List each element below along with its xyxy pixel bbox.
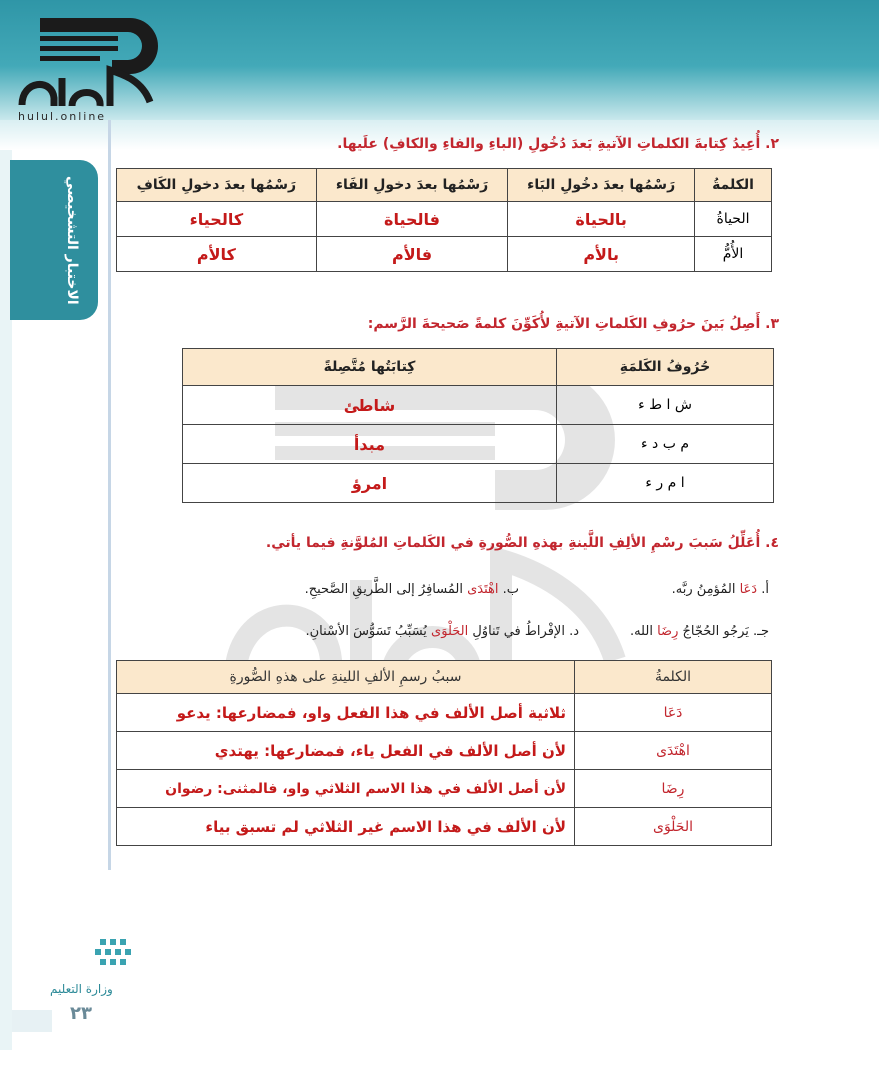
hulul-logo: [12, 10, 162, 120]
sentence-b-prefix: ب.: [498, 582, 519, 597]
answer-ba[interactable]: بالحياة: [508, 202, 695, 237]
answer-ba[interactable]: بالأم: [508, 237, 695, 272]
answer-fa[interactable]: فالحياة: [316, 202, 508, 237]
ministry-name: وزارة التعليم: [50, 982, 113, 996]
sentence-d-prefix: د. الإفْراطُ في تَناوُلِ: [468, 624, 579, 639]
sentence-d-highlight: الحَلْوَى: [431, 624, 469, 639]
letters-cell: ا م ر ء: [557, 464, 774, 503]
table-header-row: [183, 349, 774, 386]
header-ka: رَسْمُها بعدَ دخولِ الكَافِ: [117, 169, 317, 202]
joined-answer[interactable]: شاطئ: [183, 386, 557, 425]
header-fa: رَسْمُها بعدَ دخولِ الفَاء: [316, 169, 508, 202]
sentence-b: [305, 582, 519, 597]
question-4-number: ٤.: [765, 535, 779, 551]
sentence-d: [305, 624, 579, 639]
question-2-number: ٢.: [765, 136, 779, 152]
reason-answer[interactable]: لأن أصل الألف في هذا الاسم الثلاثي واو، فالمثنى: رضوان: [117, 770, 575, 808]
table-row: [117, 770, 772, 808]
table-row: [117, 732, 772, 770]
answer-ka[interactable]: كالأم: [117, 237, 317, 272]
question-4: [266, 535, 779, 551]
question-2-text: أُعِيدُ كِتابةَ الكلماتِ الآتيةِ بَعدَ دُخُولِ (الباءِ والفاءِ والكافِ) علَيها.: [337, 136, 761, 152]
table-row: [117, 202, 772, 237]
header-word: الكلمةُ: [575, 661, 772, 694]
sentence-b-rest: المُسافِرُ إلى الطَّريقِ الصَّحيحِ.: [304, 582, 468, 597]
word-cell: رِضَا: [575, 770, 772, 808]
table-row: [117, 808, 772, 846]
table-alef-reason: [116, 660, 772, 846]
answer-fa[interactable]: فالأم: [316, 237, 508, 272]
question-3: [368, 316, 779, 332]
word-cell: الحَلْوَى: [575, 808, 772, 846]
joined-answer[interactable]: مبدأ: [183, 425, 557, 464]
sentence-b-highlight: اهْتَدَى: [467, 582, 499, 597]
table-header-row: [117, 169, 772, 202]
sentence-a-highlight: دَعَا: [739, 582, 758, 597]
word-cell: الحياةُ: [695, 202, 772, 237]
table-row: [117, 694, 772, 732]
question-3-number: ٣.: [765, 316, 779, 332]
section-tab-label: الاختبار التشخيصي: [64, 175, 80, 305]
reason-answer[interactable]: لأن الألف في هذا الاسم غير الثلاثي لم تسبق بياء: [117, 808, 575, 846]
question-4-text: أُعَلِّلُ سَببَ رسْمِ الألِفِ اللَّينةِ بهذهِ الصُّورةِ في الكَلماتِ المُلوَّنةِ فيما يأتي.: [265, 535, 761, 551]
sentence-d-rest: يُسَبِّبُ تَسَوُّسَ الأسْنانِ.: [305, 624, 432, 639]
sentence-c-rest: الله.: [629, 624, 658, 639]
sentence-a-rest: المُؤمِنُ ربَّه.: [671, 582, 740, 597]
joined-answer[interactable]: امرؤ: [183, 464, 557, 503]
logo-url[interactable]: hulul.online: [18, 110, 107, 123]
table-letters-prefix: [116, 168, 772, 272]
header-letters: حُرُوفُ الكَلمَةِ: [557, 349, 774, 386]
answer-ka[interactable]: كالحياء: [117, 202, 317, 237]
ministry-logo: [40, 935, 150, 1035]
word-cell: الأُمُّ: [695, 237, 772, 272]
word-cell: اهْتَدَى: [575, 732, 772, 770]
table-row: [183, 425, 774, 464]
letters-cell: ش ا ط ء: [557, 386, 774, 425]
sentence-c: [630, 624, 769, 639]
sentence-a: [672, 582, 769, 597]
question-3-text: أَصِلُ بَينَ حرُوفِ الكَلماتِ الآتيةِ لأُكَوِّنَ كلمةً صَحيحةَ الرَّسم:: [367, 316, 761, 332]
table-row: [183, 464, 774, 503]
header-joined: كِتابَتُها مُتَّصِلةً: [183, 349, 557, 386]
question-2: [337, 136, 779, 152]
table-row: [117, 237, 772, 272]
footer-strip: [12, 1010, 52, 1032]
letters-cell: م ب د ء: [557, 425, 774, 464]
sentence-c-highlight: رِضَا: [657, 624, 679, 639]
sentence-a-prefix: أ.: [757, 582, 769, 597]
table-header-row: [117, 661, 772, 694]
header-reason: سببُ رسمِ الألفِ اللينةِ على هذهِ الصُّورةِ: [117, 661, 575, 694]
sentence-c-prefix: جـ. يَرجُو الحُجّاجُ: [678, 624, 769, 639]
header-ba: رَسْمُها بعدَ دخُولِ البَاء: [508, 169, 695, 202]
word-cell: دَعَا: [575, 694, 772, 732]
header-word: الكلمةُ: [695, 169, 772, 202]
reason-answer[interactable]: لأن أصل الألف في الفعل ياء، فمضارعها: يهتدي: [117, 732, 575, 770]
table-row: [183, 386, 774, 425]
page-number: ٢٣: [70, 1003, 92, 1024]
reason-answer[interactable]: ثلاثية أصل الألف في هذا الفعل واو، فمضارعها: يدعو: [117, 694, 575, 732]
table-join-letters: [182, 348, 774, 503]
